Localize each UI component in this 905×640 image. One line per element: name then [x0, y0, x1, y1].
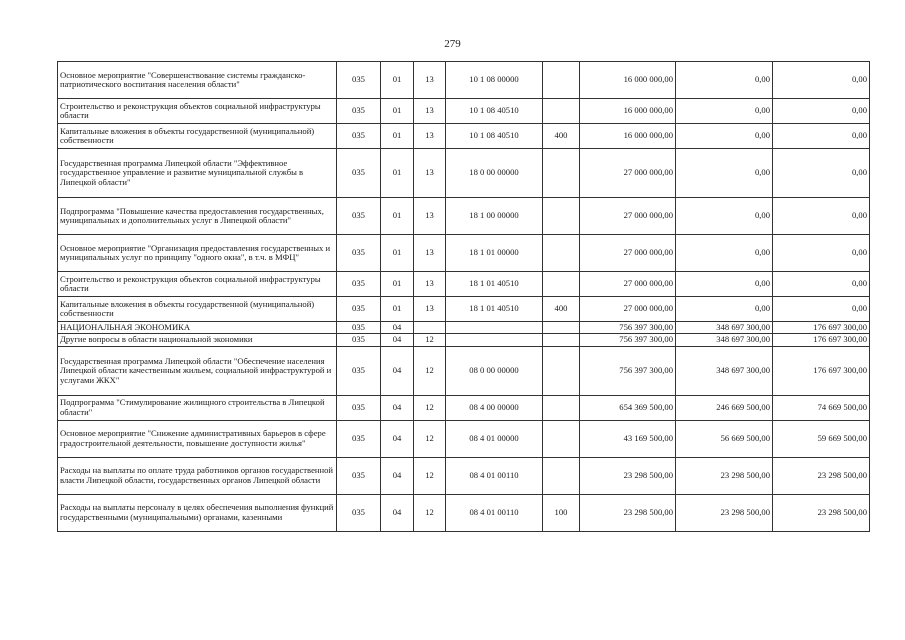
expense-type-code [543, 322, 580, 334]
row-name: Капитальные вложения в объекты государственной (муниципальной) собственности [58, 297, 337, 322]
ved-code: 035 [337, 124, 381, 149]
amount-year-1: 756 397 300,00 [580, 334, 676, 346]
row-name: Строительство и реконструкция объектов социальной инфраструктуры области [58, 99, 337, 124]
section-code: 01 [381, 99, 414, 124]
table-row [58, 297, 870, 322]
target-article-code: 18 1 01 40510 [446, 297, 543, 322]
expense-type-code [543, 346, 580, 395]
section-code: 04 [381, 395, 414, 420]
amount-year-2: 0,00 [676, 297, 773, 322]
target-article-code: 08 4 01 00110 [446, 457, 543, 494]
expense-type-code [543, 457, 580, 494]
target-article-code: 08 0 00 00000 [446, 346, 543, 395]
table-row [58, 346, 870, 395]
row-name: Строительство и реконструкция объектов социальной инфраструктуры области [58, 272, 337, 297]
section-code: 01 [381, 124, 414, 149]
amount-year-3: 23 298 500,00 [773, 494, 870, 531]
amount-year-1: 23 298 500,00 [580, 494, 676, 531]
subsection-code: 13 [414, 272, 446, 297]
amount-year-3: 0,00 [773, 235, 870, 272]
target-article-code: 18 0 00 00000 [446, 149, 543, 198]
amount-year-2: 0,00 [676, 198, 773, 235]
expense-type-code [543, 420, 580, 457]
section-code: 04 [381, 346, 414, 395]
amount-year-1: 16 000 000,00 [580, 99, 676, 124]
subsection-code [414, 322, 446, 334]
target-article-code: 08 4 01 00000 [446, 420, 543, 457]
amount-year-3: 0,00 [773, 272, 870, 297]
amount-year-1: 27 000 000,00 [580, 235, 676, 272]
row-name: Основное мероприятие "Организация предоставления государственных и муниципальных услуг по принципу "одного окна", в т.ч. в МФЦ" [58, 235, 337, 272]
expense-type-code [543, 334, 580, 346]
subsection-code: 12 [414, 420, 446, 457]
table-row [58, 99, 870, 124]
subsection-code: 12 [414, 457, 446, 494]
section-code: 04 [381, 494, 414, 531]
ved-code: 035 [337, 420, 381, 457]
target-article-code: 18 1 01 40510 [446, 272, 543, 297]
ved-code: 035 [337, 334, 381, 346]
ved-code: 035 [337, 297, 381, 322]
expense-type-code [543, 149, 580, 198]
amount-year-2: 23 298 500,00 [676, 494, 773, 531]
target-article-code: 10 1 08 40510 [446, 124, 543, 149]
subsection-code: 13 [414, 149, 446, 198]
table-row [58, 235, 870, 272]
amount-year-1: 16 000 000,00 [580, 124, 676, 149]
section-code: 01 [381, 149, 414, 198]
ved-code: 035 [337, 346, 381, 395]
target-article-code: 10 1 08 00000 [446, 62, 543, 99]
table-row [58, 124, 870, 149]
ved-code: 035 [337, 149, 381, 198]
amount-year-1: 756 397 300,00 [580, 346, 676, 395]
amount-year-3: 23 298 500,00 [773, 457, 870, 494]
amount-year-2: 0,00 [676, 124, 773, 149]
ved-code: 035 [337, 457, 381, 494]
amount-year-3: 176 697 300,00 [773, 346, 870, 395]
expense-type-code [543, 62, 580, 99]
section-code: 04 [381, 457, 414, 494]
row-name: Другие вопросы в области национальной экономики [58, 334, 337, 346]
section-code: 01 [381, 272, 414, 297]
row-name: Расходы на выплаты по оплате труда работников органов государственной власти Липецкой области, государственных органов Липецкой области [58, 457, 337, 494]
amount-year-2: 348 697 300,00 [676, 334, 773, 346]
expense-type-code [543, 235, 580, 272]
target-article-code: 08 4 00 00000 [446, 395, 543, 420]
table-row [58, 198, 870, 235]
amount-year-2: 0,00 [676, 99, 773, 124]
subsection-code: 13 [414, 99, 446, 124]
amount-year-3: 0,00 [773, 297, 870, 322]
row-name: Основное мероприятие "Совершенствование системы гражданско-патриотического воспитания населения области" [58, 62, 337, 99]
target-article-code [446, 334, 543, 346]
subsection-code: 12 [414, 494, 446, 531]
table-row [58, 149, 870, 198]
amount-year-3: 0,00 [773, 198, 870, 235]
subsection-code: 12 [414, 346, 446, 395]
section-code: 04 [381, 420, 414, 457]
amount-year-3: 0,00 [773, 62, 870, 99]
amount-year-1: 43 169 500,00 [580, 420, 676, 457]
table-row [58, 420, 870, 457]
section-code: 01 [381, 62, 414, 99]
amount-year-3: 0,00 [773, 124, 870, 149]
ved-code: 035 [337, 235, 381, 272]
amount-year-1: 27 000 000,00 [580, 272, 676, 297]
section-code: 04 [381, 334, 414, 346]
ved-code: 035 [337, 322, 381, 334]
table-body [58, 62, 870, 532]
expense-type-code [543, 272, 580, 297]
table-row [58, 62, 870, 99]
ved-code: 035 [337, 272, 381, 297]
amount-year-1: 23 298 500,00 [580, 457, 676, 494]
table-row [58, 272, 870, 297]
ved-code: 035 [337, 494, 381, 531]
target-article-code: 18 1 00 00000 [446, 198, 543, 235]
target-article-code: 08 4 01 00110 [446, 494, 543, 531]
subsection-code: 13 [414, 235, 446, 272]
amount-year-2: 56 669 500,00 [676, 420, 773, 457]
row-name: Государственная программа Липецкой области "Эффективное государственное управление и развитие муниципальной службы в Липецкой области" [58, 149, 337, 198]
row-name: Расходы на выплаты персоналу в целях обеспечения выполнения функций государственными (муниципальными) органами, казенными [58, 494, 337, 531]
target-article-code [446, 322, 543, 334]
page-number: 279 [444, 38, 461, 50]
subsection-code: 13 [414, 297, 446, 322]
amount-year-3: 176 697 300,00 [773, 322, 870, 334]
expense-type-code: 400 [543, 297, 580, 322]
ved-code: 035 [337, 395, 381, 420]
row-name: Капитальные вложения в объекты государственной (муниципальной) собственности [58, 124, 337, 149]
expense-type-code: 100 [543, 494, 580, 531]
row-name: Подпрограмма "Стимулирование жилищного строительства в Липецкой области" [58, 395, 337, 420]
amount-year-3: 59 669 500,00 [773, 420, 870, 457]
amount-year-3: 0,00 [773, 149, 870, 198]
table-row [58, 494, 870, 531]
table-row [58, 395, 870, 420]
section-code: 01 [381, 198, 414, 235]
section-code: 01 [381, 297, 414, 322]
amount-year-2: 0,00 [676, 149, 773, 198]
expense-type-code [543, 99, 580, 124]
subsection-code: 12 [414, 395, 446, 420]
amount-year-2: 348 697 300,00 [676, 346, 773, 395]
amount-year-2: 348 697 300,00 [676, 322, 773, 334]
expense-type-code [543, 395, 580, 420]
section-code: 01 [381, 235, 414, 272]
subsection-code: 12 [414, 334, 446, 346]
amount-year-1: 16 000 000,00 [580, 62, 676, 99]
amount-year-2: 0,00 [676, 62, 773, 99]
ved-code: 035 [337, 198, 381, 235]
ved-code: 035 [337, 62, 381, 99]
table-row [58, 457, 870, 494]
amount-year-1: 27 000 000,00 [580, 297, 676, 322]
expense-type-code: 400 [543, 124, 580, 149]
amount-year-1: 27 000 000,00 [580, 149, 676, 198]
subsection-code: 13 [414, 198, 446, 235]
target-article-code: 18 1 01 00000 [446, 235, 543, 272]
subsection-code: 13 [414, 62, 446, 99]
row-name: Подпрограмма "Повышение качества предоставления государственных, муниципальных и дополнительных услуг в Липецкой области" [58, 198, 337, 235]
amount-year-3: 0,00 [773, 99, 870, 124]
row-name: НАЦИОНАЛЬНАЯ ЭКОНОМИКА [58, 322, 337, 334]
row-name: Государственная программа Липецкой области "Обеспечение населения Липецкой области качественным жильем, социальной инфраструктурой и услугами ЖКХ" [58, 346, 337, 395]
row-name: Основное мероприятие "Снижение административных барьеров в сфере градостроительной деятельности, повышение доступности жилья" [58, 420, 337, 457]
amount-year-1: 756 397 300,00 [580, 322, 676, 334]
amount-year-3: 176 697 300,00 [773, 334, 870, 346]
amount-year-2: 246 669 500,00 [676, 395, 773, 420]
amount-year-2: 23 298 500,00 [676, 457, 773, 494]
amount-year-1: 654 369 500,00 [580, 395, 676, 420]
table-row [58, 322, 870, 334]
amount-year-2: 0,00 [676, 235, 773, 272]
table-row [58, 334, 870, 346]
expense-type-code [543, 198, 580, 235]
amount-year-3: 74 669 500,00 [773, 395, 870, 420]
budget-table [57, 61, 870, 532]
amount-year-1: 27 000 000,00 [580, 198, 676, 235]
section-code: 04 [381, 322, 414, 334]
amount-year-2: 0,00 [676, 272, 773, 297]
target-article-code: 10 1 08 40510 [446, 99, 543, 124]
subsection-code: 13 [414, 124, 446, 149]
ved-code: 035 [337, 99, 381, 124]
